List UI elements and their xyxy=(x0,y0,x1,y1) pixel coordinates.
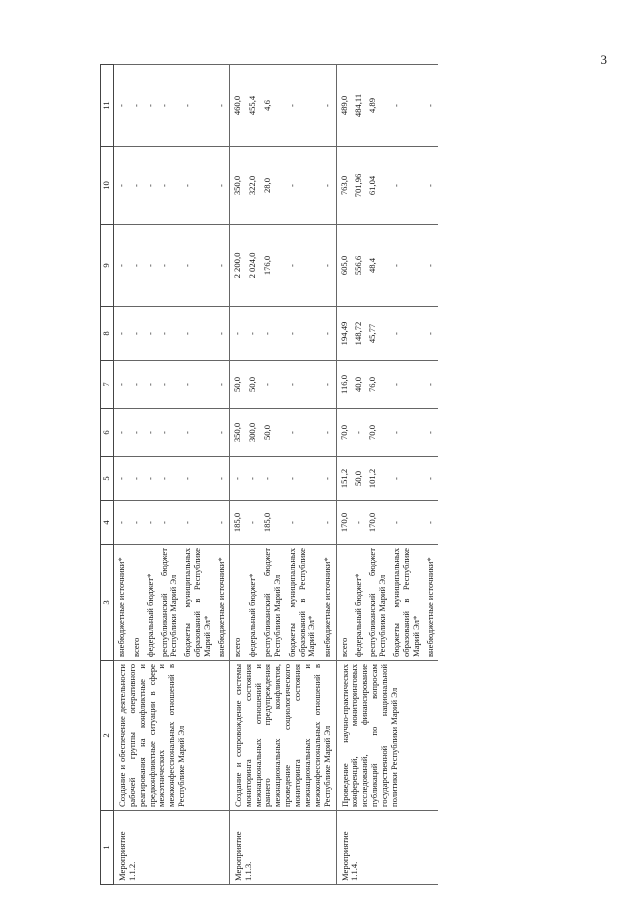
value-cell: 4,6 xyxy=(261,65,286,147)
value-cell: 45,77 xyxy=(366,307,390,361)
value-cell: - xyxy=(215,65,229,147)
column-header-3: 3 xyxy=(101,545,114,661)
value-cell: - xyxy=(144,409,158,457)
column-header-2: 2 xyxy=(101,661,114,811)
value-cell: - xyxy=(158,457,182,501)
value-cell: - xyxy=(286,409,321,457)
funding-source: внебюджетные источники* xyxy=(113,545,129,661)
value-cell: - xyxy=(261,361,286,409)
value-cell: - xyxy=(390,361,424,409)
value-cell: - xyxy=(352,501,366,545)
value-cell: - xyxy=(158,409,182,457)
funding-source: федеральный бюджет* xyxy=(144,545,158,661)
rotated-table-container xyxy=(100,65,625,885)
value-cell: - xyxy=(215,225,229,307)
value-cell: - xyxy=(158,225,182,307)
value-cell: 185,0 xyxy=(229,501,246,545)
value-cell: - xyxy=(144,361,158,409)
value-cell: 148,72 xyxy=(352,307,366,361)
value-cell: - xyxy=(246,501,261,545)
column-header-7: 7 xyxy=(101,361,114,409)
value-cell: - xyxy=(130,147,144,225)
funding-source: республиканский бюджет Республики Марий Эл xyxy=(366,545,390,661)
value-cell: - xyxy=(246,457,261,501)
value-cell: - xyxy=(424,225,438,307)
measure-id: Мероприятие 1.1.2. xyxy=(113,811,229,885)
funding-source: всего xyxy=(336,545,352,661)
value-cell: 556,6 xyxy=(352,225,366,307)
value-cell: 116,0 xyxy=(336,361,352,409)
value-cell: - xyxy=(130,409,144,457)
value-cell: - xyxy=(215,409,229,457)
value-cell: 176,0 xyxy=(261,225,286,307)
value-cell: - xyxy=(424,409,438,457)
value-cell: - xyxy=(181,147,215,225)
value-cell: - xyxy=(144,501,158,545)
value-cell: 455,4 xyxy=(246,65,261,147)
value-cell: - xyxy=(261,307,286,361)
value-cell: - xyxy=(390,225,424,307)
value-cell: - xyxy=(424,457,438,501)
value-cell: - xyxy=(158,501,182,545)
funding-source: бюджеты муниципальных образований в Республике Марий Эл* xyxy=(286,545,321,661)
column-header-5: 5 xyxy=(101,457,114,501)
value-cell: 70,0 xyxy=(366,409,390,457)
value-cell: 28,0 xyxy=(261,147,286,225)
funding-source: всего xyxy=(130,545,144,661)
value-cell: - xyxy=(390,65,424,147)
value-cell: - xyxy=(144,65,158,147)
value-cell: - xyxy=(286,457,321,501)
value-cell: - xyxy=(424,147,438,225)
value-cell: 460,0 xyxy=(229,65,246,147)
funding-source: бюджеты муниципальных образований в Республике Марий Эл* xyxy=(181,545,215,661)
funding-source: федеральный бюджет* xyxy=(246,545,261,661)
value-cell: - xyxy=(390,409,424,457)
measure-description: Создание и обеспечение деятельности рабочей группы оперативного реагирования на конфликтные и предконфликтные ситуации в сфере межэтнических и межконфессиональных отношений в Республике Марий Эл xyxy=(113,661,229,811)
value-cell: - xyxy=(261,457,286,501)
value-cell: - xyxy=(113,409,129,457)
value-cell: - xyxy=(158,147,182,225)
column-header-11: 11 xyxy=(101,65,114,147)
funding-source: федеральный бюджет* xyxy=(352,545,366,661)
value-cell: - xyxy=(113,225,129,307)
value-cell: - xyxy=(321,501,336,545)
value-cell: - xyxy=(181,409,215,457)
value-cell: - xyxy=(158,65,182,147)
budget-table xyxy=(100,64,438,885)
value-cell: - xyxy=(130,307,144,361)
value-cell: - xyxy=(130,501,144,545)
table-body xyxy=(113,65,437,885)
value-cell: 489,0 xyxy=(336,65,352,147)
value-cell: - xyxy=(286,65,321,147)
value-cell: - xyxy=(286,225,321,307)
value-cell: - xyxy=(130,457,144,501)
value-cell: - xyxy=(321,65,336,147)
funding-source: внебюджетные источники* xyxy=(321,545,336,661)
value-cell: - xyxy=(246,307,261,361)
value-cell: - xyxy=(181,225,215,307)
funding-source: внебюджетные источники* xyxy=(215,545,229,661)
value-cell: 605,0 xyxy=(336,225,352,307)
value-cell: - xyxy=(113,147,129,225)
value-cell: - xyxy=(321,457,336,501)
measure-description: Создание и сопровождение системы мониторинга состояния межнациональных отношений и раннего предупреждения межнациональных конфликтов, проведение социологического мониторинга состояния межнациональных и межконфессиональных отношений в Республике Марий Эл xyxy=(229,661,336,811)
value-cell: - xyxy=(144,307,158,361)
measure-description: Проведение научно-практических конференций, мониторинговых исследований, финансирование публикаций по вопросам государственной национальной политики Республики Марий Эл xyxy=(336,661,438,811)
column-header-10: 10 xyxy=(101,147,114,225)
table-row xyxy=(336,65,352,885)
value-cell: - xyxy=(424,361,438,409)
value-cell: 151,2 xyxy=(336,457,352,501)
page-number: 3 xyxy=(600,52,607,67)
value-cell: - xyxy=(321,409,336,457)
value-cell: 50,0 xyxy=(246,361,261,409)
value-cell: - xyxy=(215,501,229,545)
value-cell: 50,0 xyxy=(229,361,246,409)
value-cell: - xyxy=(229,457,246,501)
value-cell: 40,0 xyxy=(352,361,366,409)
value-cell: - xyxy=(321,361,336,409)
value-cell: 763,0 xyxy=(336,147,352,225)
value-cell: 61,04 xyxy=(366,147,390,225)
column-number-row xyxy=(101,65,114,885)
funding-source: республиканский бюджет Республики Марий Эл xyxy=(261,545,286,661)
funding-source: всего xyxy=(229,545,246,661)
column-header-8: 8 xyxy=(101,307,114,361)
table-row xyxy=(113,65,129,885)
funding-source: республиканский бюджет Республики Марий Эл xyxy=(158,545,182,661)
value-cell: - xyxy=(130,225,144,307)
column-header-6: 6 xyxy=(101,409,114,457)
value-cell: - xyxy=(321,225,336,307)
value-cell: 101,2 xyxy=(366,457,390,501)
value-cell: - xyxy=(215,307,229,361)
value-cell: 194,49 xyxy=(336,307,352,361)
value-cell: 48,4 xyxy=(366,225,390,307)
value-cell: - xyxy=(390,457,424,501)
value-cell: 50,0 xyxy=(261,409,286,457)
value-cell: - xyxy=(424,501,438,545)
funding-source: бюджеты муниципальных образований в Республике Марий Эл* xyxy=(390,545,424,661)
value-cell: 701,96 xyxy=(352,147,366,225)
column-header-9: 9 xyxy=(101,225,114,307)
value-cell: - xyxy=(181,501,215,545)
funding-source: внебюджетные источники* xyxy=(424,545,438,661)
value-cell: 484,11 xyxy=(352,65,366,147)
value-cell: - xyxy=(113,501,129,545)
value-cell: 2 200,0 xyxy=(229,225,246,307)
value-cell: - xyxy=(158,361,182,409)
value-cell: - xyxy=(215,457,229,501)
value-cell: 170,0 xyxy=(366,501,390,545)
value-cell: - xyxy=(424,65,438,147)
value-cell: - xyxy=(144,225,158,307)
value-cell: 322,0 xyxy=(246,147,261,225)
value-cell: - xyxy=(215,147,229,225)
value-cell: - xyxy=(390,501,424,545)
value-cell: - xyxy=(352,409,366,457)
value-cell: - xyxy=(144,147,158,225)
measure-id: Мероприятие 1.1.4. xyxy=(336,811,438,885)
value-cell: 185,0 xyxy=(261,501,286,545)
value-cell: 2 024,0 xyxy=(246,225,261,307)
value-cell: - xyxy=(181,307,215,361)
value-cell: 300,0 xyxy=(246,409,261,457)
value-cell: - xyxy=(130,65,144,147)
value-cell: - xyxy=(113,307,129,361)
value-cell: 350,0 xyxy=(229,409,246,457)
value-cell: - xyxy=(181,361,215,409)
value-cell: 170,0 xyxy=(336,501,352,545)
value-cell: - xyxy=(113,65,129,147)
value-cell: 76,0 xyxy=(366,361,390,409)
value-cell: - xyxy=(215,361,229,409)
value-cell: - xyxy=(424,307,438,361)
value-cell: - xyxy=(390,307,424,361)
value-cell: - xyxy=(130,361,144,409)
value-cell: - xyxy=(286,147,321,225)
value-cell: - xyxy=(181,457,215,501)
column-header-4: 4 xyxy=(101,501,114,545)
column-header-1: 1 xyxy=(101,811,114,885)
value-cell: - xyxy=(113,457,129,501)
value-cell: - xyxy=(144,457,158,501)
value-cell: - xyxy=(158,307,182,361)
value-cell: - xyxy=(390,147,424,225)
value-cell: - xyxy=(229,307,246,361)
table-row xyxy=(229,65,246,885)
value-cell: 70,0 xyxy=(336,409,352,457)
value-cell: 4,89 xyxy=(366,65,390,147)
value-cell: - xyxy=(286,501,321,545)
value-cell: - xyxy=(321,147,336,225)
value-cell: - xyxy=(286,361,321,409)
measure-id: Мероприятие 1.1.3. xyxy=(229,811,336,885)
value-cell: - xyxy=(113,361,129,409)
value-cell: - xyxy=(286,307,321,361)
value-cell: 350,0 xyxy=(229,147,246,225)
value-cell: 50,0 xyxy=(352,457,366,501)
value-cell: - xyxy=(181,65,215,147)
value-cell: - xyxy=(321,307,336,361)
